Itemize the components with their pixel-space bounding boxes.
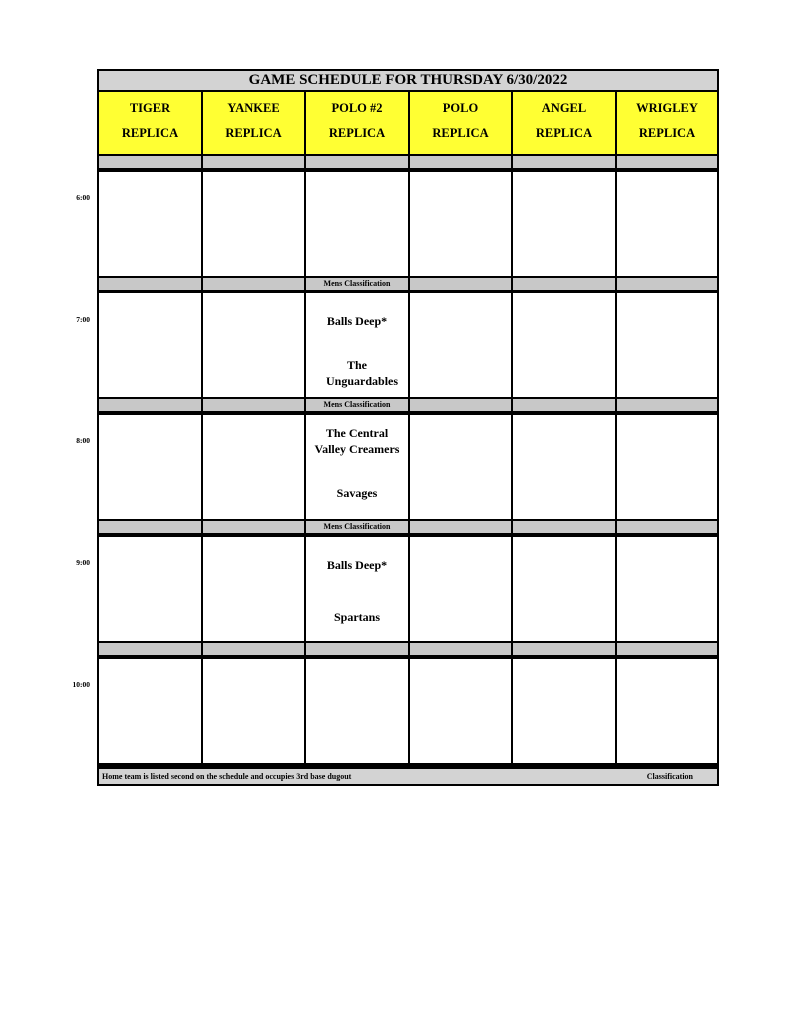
game-slot: [617, 659, 717, 763]
field-header: [306, 92, 408, 154]
game-slot: [203, 293, 304, 397]
classification-band: [203, 521, 304, 533]
home-team: Savages: [336, 486, 378, 500]
game-slot: [513, 415, 615, 519]
field-name: TIGER: [129, 101, 171, 115]
game-slot: [306, 293, 408, 397]
time-label: 10:00: [72, 680, 90, 689]
field-header: [410, 92, 511, 154]
field-name: WRIGLEY: [636, 101, 698, 115]
classification-band: [203, 399, 304, 411]
field-type: REPLICA: [121, 126, 179, 140]
game-slot: [617, 537, 717, 641]
field-name: ANGEL: [541, 101, 587, 115]
field-name: YANKEE: [227, 101, 280, 115]
classification-band: [203, 643, 304, 655]
classification-band: [99, 156, 201, 168]
classification-band: [410, 278, 511, 290]
time-label: 8:00: [76, 436, 90, 445]
game-slot: [99, 172, 201, 276]
game-slot: [306, 537, 408, 641]
classification-band: [203, 278, 304, 290]
game-slot: [410, 659, 511, 763]
classification-band: [617, 399, 717, 411]
game-slot: [99, 537, 201, 641]
game-slot: [410, 172, 511, 276]
schedule-table: [97, 69, 719, 786]
home-team: The Unguardables: [326, 358, 399, 388]
classification-band: [410, 521, 511, 533]
field-name: POLO: [442, 101, 479, 115]
field-header: [513, 92, 615, 154]
game-slot: [203, 537, 304, 641]
field-header: [99, 92, 201, 154]
field-name: POLO #2: [331, 101, 383, 115]
game-slot: [203, 172, 304, 276]
game-slot: [99, 659, 201, 763]
footer-note: Home team is listed second on the schedule and occupies 3rd base dugout: [102, 772, 352, 781]
game-slot: [306, 172, 408, 276]
game-slot: [617, 293, 717, 397]
classification-band: [99, 521, 201, 533]
classification-band: [410, 156, 511, 168]
classification-band: Mens Classification: [306, 521, 408, 533]
game-slot: [410, 415, 511, 519]
classification-band: [513, 399, 615, 411]
game-slot: [410, 537, 511, 641]
game-slot: [617, 415, 717, 519]
game-slot: [513, 293, 615, 397]
classification-band: [99, 278, 201, 290]
classification-band: [513, 521, 615, 533]
classification-band: [306, 643, 408, 655]
field-type: REPLICA: [225, 126, 282, 140]
game-slot: [99, 415, 201, 519]
classification-band: [203, 156, 304, 168]
schedule-footer: [99, 767, 717, 784]
field-header: [203, 92, 304, 154]
home-team: Spartans: [333, 610, 380, 624]
classification-band: [513, 278, 615, 290]
field-header: [617, 92, 717, 154]
classification-band: [99, 399, 201, 411]
visitor-team: Balls Deep*: [326, 314, 388, 328]
field-type: REPLICA: [535, 126, 593, 140]
game-slot: [306, 415, 408, 519]
classification-band: [99, 643, 201, 655]
game-slot: [617, 172, 717, 276]
classification-band: [306, 156, 408, 168]
field-type: REPLICA: [328, 126, 386, 140]
classification-band: [617, 278, 717, 290]
visitor-team: Balls Deep*: [326, 558, 388, 572]
classification-band: [617, 521, 717, 533]
classification-band: Mens Classification: [306, 278, 408, 290]
game-slot: [203, 659, 304, 763]
game-slot: [203, 415, 304, 519]
game-slot: [513, 537, 615, 641]
game-slot: [410, 293, 511, 397]
classification-band: [513, 156, 615, 168]
classification-band: [410, 643, 511, 655]
game-slot: [306, 659, 408, 763]
classification-band: [617, 156, 717, 168]
field-type: REPLICA: [432, 126, 489, 140]
visitor-team: The Central Valley Creamers: [314, 426, 400, 456]
game-slot: [513, 172, 615, 276]
time-label: 9:00: [76, 558, 90, 567]
footer-classification: Classification: [646, 772, 693, 781]
classification-band: Mens Classification: [306, 399, 408, 411]
field-type: REPLICA: [638, 126, 696, 140]
schedule-title: GAME SCHEDULE FOR THURSDAY 6/30/2022: [99, 71, 717, 92]
time-label: 6:00: [76, 193, 90, 202]
time-label: 7:00: [76, 315, 90, 324]
classification-band: [410, 399, 511, 411]
game-slot: [99, 293, 201, 397]
classification-band: [617, 643, 717, 655]
classification-band: [513, 643, 615, 655]
game-slot: [513, 659, 615, 763]
